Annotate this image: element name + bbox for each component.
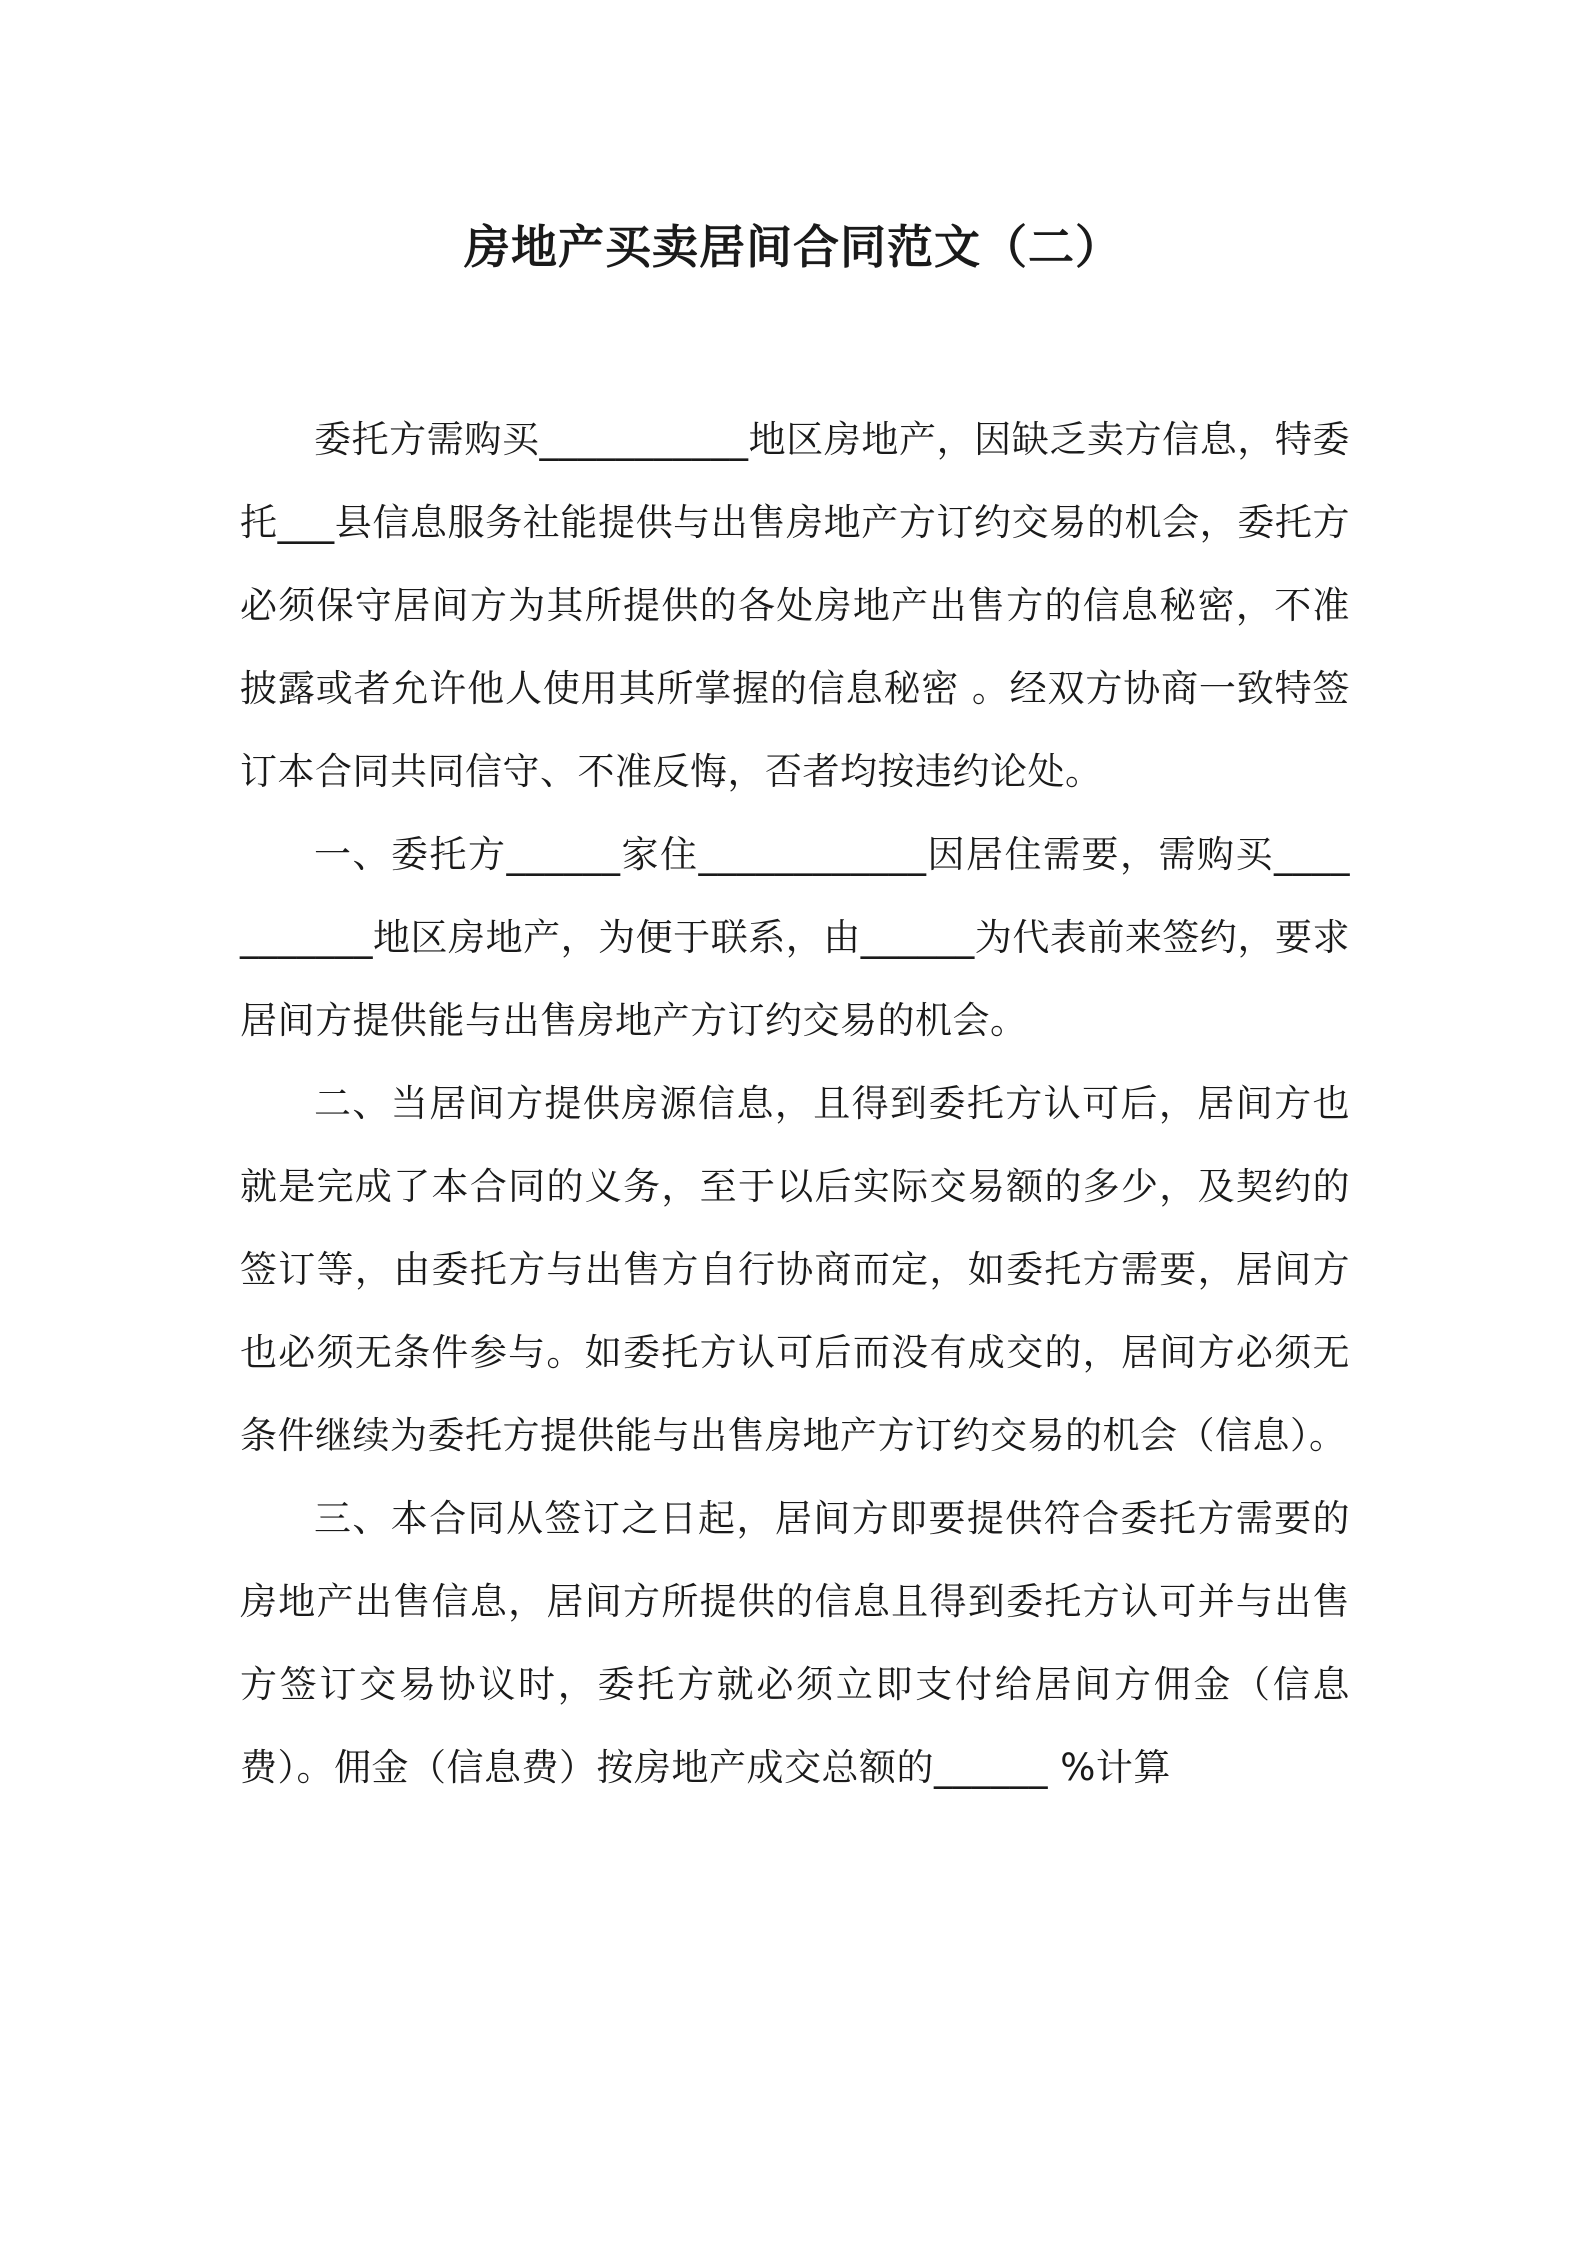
- paragraph-intro: 委托方需购买___________地区房地产，因缺乏卖方信息，特委托___县信息服务社能提供与出售房地产方订约交易的机会，委托方必须保守居间方为其所提供的各处房地产出售方的信息秘密，不准披露或者允许他人使用其所掌握的信息秘密 。经双方协商一致特签订本合同共同信守、不准反悔，否者均按违约论处。: [240, 418, 1350, 793]
- paragraph-clause-2: 二、当居间方提供房源信息，且得到委托方认可后，居间方也就是完成了本合同的义务，至于以后实际交易额的多少，及契约的签订等，由委托方与出售方自行协商而定，如委托方需要，居间方也必须无条件参与。如委托方认可后而没有成交的，居间方必须无条件继续为委托方提供能与出售房地产方订约交易的机会（信息）。: [240, 1082, 1350, 1457]
- document-title: 房地产买卖居间合同范文（二）: [464, 220, 1122, 274]
- paragraph-clause-3: 三、本合同从签订之日起，居间方即要提供符合委托方需要的房地产出售信息，居间方所提供的信息且得到委托方认可并与出售方签订交易协议时，委托方就必须立即支付给居间方佣金（信息费）。佣金（信息费）按房地产成交总额的______ %计算: [240, 1497, 1350, 1789]
- document-body: [240, 398, 1350, 1809]
- paragraph-clause-1: 一、委托方______家住____________因居住需要，需购买___________地区房地产，为便于联系，由______为代表前来签约，要求居间方提供能与出售房地产方订约交易的机会。: [240, 833, 1350, 1042]
